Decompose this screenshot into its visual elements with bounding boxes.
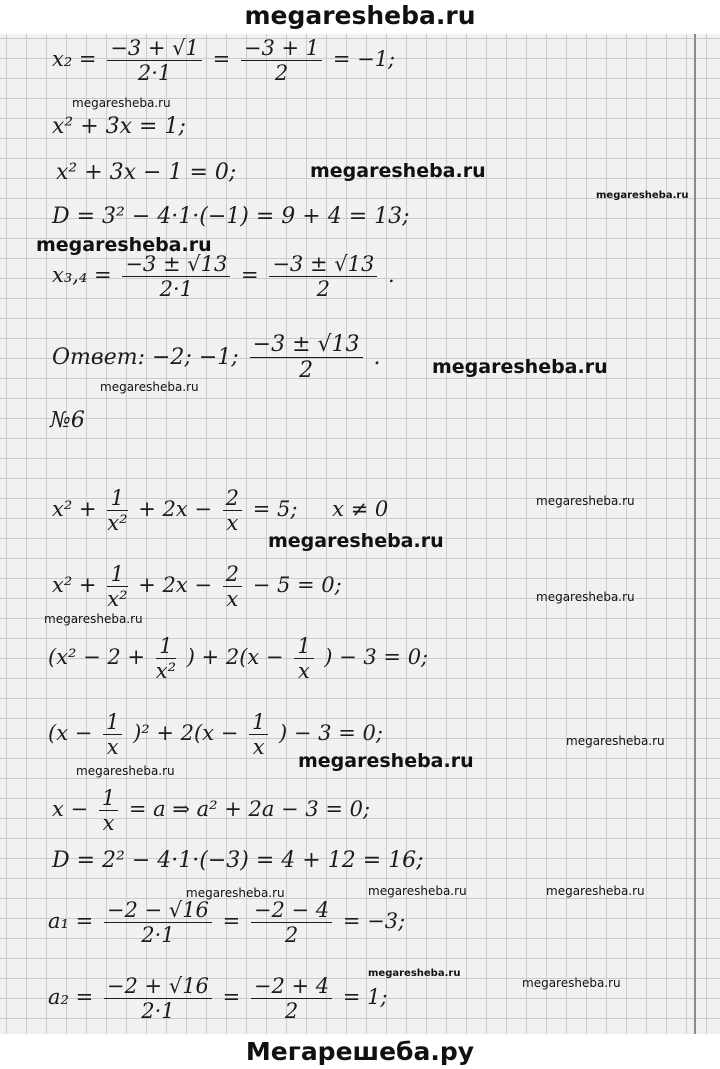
sub-part-a: x − [52, 797, 89, 822]
line-a1 [48, 898, 405, 947]
p6d-part-c: ) − 3 = 0; [279, 721, 383, 746]
p6d-f1-numerator: 1 [103, 710, 122, 735]
watermark: megaresheba.ru [566, 734, 665, 748]
site-footer: Мегарешеба.ру [245, 1037, 475, 1066]
answer-denominator: 2 [299, 358, 314, 384]
p6-part-c: = 5; [252, 497, 298, 522]
x34-equals: = [241, 263, 259, 288]
watermark: megaresheba.ru [310, 160, 486, 182]
x2-numerator-2: −3 + 1 [241, 36, 322, 61]
line-answer [52, 332, 381, 384]
x2-fraction-2 [241, 36, 322, 85]
p6-part-b: + 2x − [138, 497, 212, 522]
p6d-fraction-1 [103, 710, 122, 759]
p6d-part-b: )² + 2(x − [133, 721, 239, 746]
line-discriminant-2: D = 2² − 4·1·(−3) = 4 + 12 = 16; [52, 848, 424, 873]
p6b-fraction-1 [107, 562, 127, 611]
a2-denominator-2: 2 [284, 999, 299, 1024]
watermark: megaresheba.ru [596, 190, 689, 201]
p6d-f1-denominator: x [106, 735, 119, 760]
p6c-f1-denominator: x² [155, 659, 176, 684]
x2-fraction [107, 36, 202, 85]
watermark: megaresheba.ru [72, 96, 171, 110]
line-eq1: x² + 3x = 1; [52, 114, 186, 139]
p6-f2-numerator: 2 [223, 486, 242, 511]
a1-numerator: −2 − √16 [104, 898, 212, 923]
p6b-part-a: x² + [52, 573, 97, 598]
x34-numerator: −3 ± √13 [122, 252, 230, 277]
x34-end: . [388, 263, 395, 288]
line-p6-1 [52, 486, 388, 535]
watermark: megaresheba.ru [546, 884, 645, 898]
watermark: megaresheba.ru [522, 976, 621, 990]
x2-equals: = [212, 47, 231, 72]
a1-fraction [104, 898, 212, 947]
x2-denominator: 2·1 [137, 61, 172, 86]
watermark: megaresheba.ru [36, 234, 212, 256]
x2-lhs: x₂ = [52, 47, 97, 72]
line-substitution [52, 786, 370, 835]
x2-numerator: −3 + √1 [107, 36, 202, 61]
notebook-page [0, 34, 720, 1034]
sub-fraction [99, 786, 118, 835]
a1-fraction-2 [251, 898, 332, 947]
a1-denominator: 2·1 [141, 923, 175, 948]
line-eq2: x² + 3x − 1 = 0; [56, 160, 237, 185]
line-x2 [52, 36, 395, 85]
watermark: megaresheba.ru [76, 764, 175, 778]
x34-denominator-2: 2 [316, 277, 331, 302]
a2-denominator: 2·1 [141, 999, 175, 1024]
sub-part-b: = a ⇒ a² + 2a − 3 = 0; [128, 797, 371, 822]
x34-fraction [122, 252, 230, 301]
line-x34 [52, 252, 395, 301]
p6-part-a: x² + [52, 497, 97, 522]
line-discriminant-1: D = 3² − 4·1·(−1) = 9 + 4 = 13; [52, 204, 410, 229]
a2-fraction-2 [251, 974, 332, 1023]
p6b-part-b: + 2x − [138, 573, 212, 598]
p6c-fraction-2 [294, 634, 313, 683]
answer-label: Ответ: −2; −1; [52, 344, 239, 370]
x2-denominator-2: 2 [274, 61, 289, 86]
p6c-f1-numerator: 1 [156, 634, 176, 659]
p6d-part-a: (x − [48, 721, 93, 746]
x34-denominator: 2·1 [159, 277, 194, 302]
p6c-f2-numerator: 1 [294, 634, 313, 659]
p6b-f1-numerator: 1 [107, 562, 127, 587]
x34-fraction-2 [269, 252, 377, 301]
answer-fraction [250, 332, 363, 384]
p6c-part-c: ) − 3 = 0; [324, 645, 429, 670]
p6d-fraction-2 [249, 710, 268, 759]
a1-result: = −3; [342, 909, 406, 934]
p6c-fraction-1 [156, 634, 176, 683]
p6b-f2-numerator: 2 [223, 562, 242, 587]
margin-line [694, 34, 696, 1034]
a1-lhs: a₁ = [48, 909, 94, 934]
a2-fraction [104, 974, 212, 1023]
watermark: megaresheba.ru [536, 590, 635, 604]
x2-result: = −1; [332, 47, 396, 72]
a1-numerator-2: −2 − 4 [251, 898, 332, 923]
watermark: megaresheba.ru [44, 612, 143, 626]
p6-fraction-2 [223, 486, 242, 535]
watermark: megaresheba.ru [536, 494, 635, 508]
p6d-f2-numerator: 1 [249, 710, 268, 735]
watermark: megaresheba.ru [186, 886, 285, 900]
a2-equals: = [222, 985, 241, 1010]
watermark: megaresheba.ru [368, 968, 461, 979]
a2-result: = 1; [342, 985, 388, 1010]
line-p6-2 [52, 562, 342, 611]
p6-f1-denominator: x² [107, 511, 128, 536]
watermark: megaresheba.ru [432, 356, 608, 378]
watermark: megaresheba.ru [298, 750, 474, 772]
p6b-fraction-2 [223, 562, 242, 611]
p6c-part-b: ) + 2(x − [186, 645, 284, 670]
answer-numerator: −3 ± √13 [250, 332, 363, 358]
x34-numerator-2: −3 ± √13 [269, 252, 377, 277]
watermark: megaresheba.ru [100, 380, 199, 394]
line-a2 [48, 974, 388, 1023]
p6-fraction-1 [107, 486, 127, 535]
a2-numerator: −2 + √16 [104, 974, 212, 999]
x34-lhs: x₃,₄ = [52, 263, 112, 288]
p6b-f1-denominator: x² [107, 587, 128, 612]
p6-f1-numerator: 1 [107, 486, 127, 511]
p6c-part-a: (x² − 2 + [48, 645, 146, 670]
sub-f-denominator: x [102, 811, 115, 836]
p6b-part-c: − 5 = 0; [252, 573, 342, 598]
p6d-f2-denominator: x [252, 735, 265, 760]
watermark: megaresheba.ru [368, 884, 467, 898]
problem-number: №6 [50, 408, 85, 433]
a2-lhs: a₂ = [48, 985, 94, 1010]
p6c-f2-denominator: x [297, 659, 310, 684]
a2-numerator-2: −2 + 4 [251, 974, 332, 999]
line-p6-3 [48, 634, 428, 683]
site-header: megaresheba.ru [244, 1, 476, 30]
p6-condition: x ≠ 0 [332, 497, 389, 522]
answer-end: . [373, 344, 381, 370]
a1-denominator-2: 2 [284, 923, 299, 948]
a1-equals: = [222, 909, 241, 934]
p6-f2-denominator: x [226, 511, 239, 536]
watermark: megaresheba.ru [268, 530, 444, 552]
sub-f-numerator: 1 [99, 786, 118, 811]
p6b-f2-denominator: x [226, 587, 239, 612]
